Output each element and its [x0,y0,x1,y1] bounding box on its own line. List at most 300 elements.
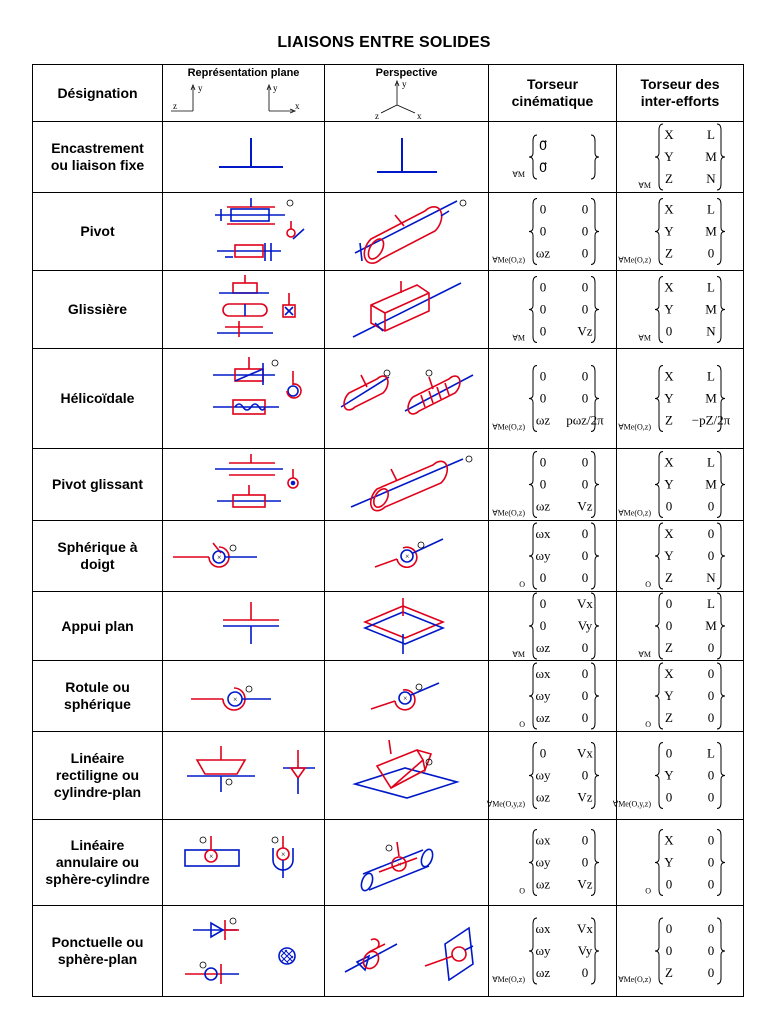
torsor-entry: 0 [581,245,589,261]
torsor-brace [655,124,663,190]
header-cinematic-l1: Torseur [526,76,579,92]
torsor-entry: Z [665,640,673,655]
kin-torsor [489,521,617,591]
kin-torsor [489,349,617,448]
torsor-entry: 0 [581,767,589,783]
torsor-entry: 0 [581,368,589,384]
torsor-brace [717,743,725,809]
plane-axis-y2-label: y [273,83,278,93]
row-name: Glissière [33,271,163,349]
kin-cell [489,820,617,906]
torsor-entry: ωz [535,965,551,980]
kin-torsor [489,661,617,731]
torsor-entry: 0 [707,943,715,958]
torsor-entry: 0 [707,548,715,563]
header-cinematic [489,65,617,122]
torsor-entry: 0 [665,943,673,958]
torsor-brace [717,199,725,265]
kin-torsor [489,193,617,270]
torsor-brace [655,663,663,729]
torsor-entry: 0 [707,965,715,980]
perspective-cell [325,271,489,349]
torsor-entry: 0 [581,454,589,470]
liaisons-table [32,64,744,997]
eff-cell [617,349,744,449]
torsor-point: ∀M [512,333,525,343]
torsor-brace [717,124,725,190]
header-perspective-label: Perspective [375,67,438,79]
torsor-entry: Z [665,965,673,980]
svg-text:×: × [209,852,214,861]
row-helicoidale [33,349,744,449]
torsor-entry: 0 [581,390,589,406]
eff-cell [617,592,744,661]
torsor-entry: Y [664,854,674,870]
torsor-brace [717,452,725,518]
plane-cell [163,592,325,661]
kin-torsor [489,592,617,660]
torsor-entry: ωz [535,710,551,725]
plane-cell [163,661,325,732]
torsor-entry: L [707,127,715,142]
torsor-entry: 0 [665,596,673,611]
header-efforts [617,65,744,122]
torsor-entry: Y [664,149,674,164]
eff-torsor [617,449,744,520]
torsor-entry: L [707,454,715,470]
torsor-point: ∀Me(O,z) [492,422,525,432]
torsor-entry: Y [664,301,674,317]
torsor-entry: 0 [581,526,589,541]
torsor-entry: Vy [577,618,593,633]
torsor-brace [655,523,663,589]
torsor-point: ∀Me(O,z) [492,975,525,984]
torsor-entry: ωz [535,498,551,514]
eff-cell [617,906,744,997]
eff-torsor [617,592,744,660]
torsor-point: O [519,886,525,896]
kin-torsor [489,449,617,520]
svg-text:×: × [217,553,222,562]
row-ponctuelle [33,906,744,997]
eff-cell [617,820,744,906]
torsor-entry: M [705,618,717,633]
torsor-point: ∀Me(O,z) [618,422,651,432]
torsor-entry: ωz [535,876,551,892]
row-name: Hélicoïdale [33,349,163,449]
perspective-cell [325,661,489,732]
eff-torsor [617,521,744,591]
plane-cell [163,732,325,820]
row-name: Rotule ou sphérique [33,661,163,732]
torsor-brace [591,663,599,729]
torsor-entry: 0 [707,789,715,805]
torsor-entry: M [705,149,717,164]
ponctuelle-plane-icon [163,906,325,996]
plane-cell [163,820,325,906]
ponctuelle-persp-icon [325,906,489,996]
plane-cell [163,906,325,997]
torsor-entry: 0 [581,854,589,870]
torsor-brace [717,523,725,589]
torsor-entry: Y [664,476,674,492]
row-name: Sphérique à doigt [33,521,163,592]
torsor-entry: 0 [707,688,715,703]
torsor-entry: M [705,476,717,492]
torsor-point: ∀M [638,333,651,343]
plane-cell [163,521,325,592]
torsor-entry: 0 [539,570,547,585]
torsor-entry: ωy [535,767,551,783]
eff-cell [617,661,744,732]
torsor-entry: Y [664,548,674,563]
svg-text:×: × [405,552,410,561]
torsor-point: ∀M [638,650,651,659]
torsor-point: ∀Me(O,z) [618,975,651,984]
plane-axis-y-label: y [198,83,203,93]
torsor-entry: 0 [539,223,547,239]
torsor-entry: L [707,745,715,761]
perspective-cell [325,820,489,906]
torsor-point: O [645,580,651,589]
perspective-cell [325,732,489,820]
torsor-brace [591,523,599,589]
appui-plan-plane-icon [163,592,325,660]
row-name: Ponctuelle ou sphère-plan [33,906,163,997]
torsor-entry: 0 [581,965,589,980]
torsor-brace [717,918,725,984]
torsor-brace [717,277,725,343]
eff-torsor [617,193,744,270]
row-name: Pivot [33,193,163,271]
kin-cell [489,521,617,592]
torsor-entry: L [707,201,715,217]
header-row [33,65,744,122]
torsor-entry: ωy [535,943,551,958]
plane-cell [163,193,325,271]
torsor-entry: 0 [707,854,715,870]
torsor-point: ∀Me(O,z) [618,255,651,265]
torsor-entry: 0 [665,323,673,339]
torsor-brace [591,199,599,265]
torsor-entry: 0 [707,526,715,541]
torsor-entry: Vx [577,921,593,936]
eff-torsor [617,820,744,905]
torsor-entry: Vz [577,498,593,514]
torsor-entry: 0 [707,245,715,261]
perspective-cell [325,349,489,449]
spherique-doigt-persp-icon [325,521,489,591]
torsor-entry: Vy [577,943,593,958]
encastrement-persp-icon [325,122,489,192]
svg-text:×: × [397,860,402,869]
torsor-brace [655,452,663,518]
encastrement-plane-icon [163,122,325,192]
torsor-entry: N [706,323,716,339]
torsor-entry: X [664,666,674,681]
torsor-entry: 0 [665,745,673,761]
plane-axis-x-label: x [295,101,300,111]
torsor-point: ∀Me(O,z) [618,508,651,518]
torsor-entry: 0 [539,301,547,317]
kin-cell [486,732,617,820]
eff-torsor [617,349,744,448]
eff-torsor [612,732,744,819]
torsor-entry: 0 [539,368,547,384]
torsor-entry: 0 [581,279,589,295]
row-appui-plan [33,592,744,661]
torsor-entry: Vz [577,789,593,805]
kin-torsor [486,732,617,819]
torsor-entry: 0 [707,498,715,514]
torsor-entry: 0 [581,688,589,703]
perspective-cell [325,521,489,592]
torsor-brace [655,366,663,432]
pivot-glissant-persp-icon [325,449,489,520]
torsor-entry: 0 [665,618,673,633]
torsor-entry: ωz [535,412,551,428]
torsor-entry: Z [665,412,673,428]
torsor-entry: 0 [539,390,547,406]
kin-torsor [489,271,617,348]
torsor-entry: Vx [577,745,593,761]
torsor-entry: M [705,390,717,406]
torsor-entry: 0 [539,454,547,470]
row-name: Linéaire annulaire ou sphère-cylindre [33,820,163,906]
eff-cell [617,271,744,349]
torsor-entry: 0 [581,570,589,585]
row-name: Appui plan [33,592,163,661]
torsor-entry: ωx [535,526,551,541]
kin-torsor [489,906,617,996]
lineaire-rectiligne-plane-icon [163,732,325,819]
torsor-brace [655,830,663,896]
torsor-entry: 0 [707,921,715,936]
torsor-point: ∀Me(O,y,z) [612,799,651,809]
torsor-entry: Vx [577,596,593,611]
header-plane [163,65,325,122]
torsor-entry: 0 [707,832,715,848]
row-glissiere [33,271,744,349]
pivot-glissant-plane-icon [163,449,325,520]
plane-cell [163,449,325,521]
torsor-entry: Vz [577,323,593,339]
torsor-entry: L [707,279,715,295]
torsor-point: O [519,720,525,729]
plane-axis-z-label: z [173,101,177,111]
kin-cell [489,122,617,193]
eff-cell [617,193,744,271]
glissiere-plane-icon [163,271,325,348]
torsor-entry: X [664,368,674,384]
row-pivot [33,193,744,271]
torsor-entry: Y [664,390,674,406]
torsor-entry: ωy [535,854,551,870]
torsor-brace [717,830,725,896]
torsor-entry: 0⃗ [538,160,548,175]
torsor-entry: ωz [535,789,551,805]
perspective-cell [325,122,489,193]
torsor-point: ∀M [638,181,651,190]
row-encastrement [33,122,744,193]
lineaire-annulaire-persp-icon [325,820,489,905]
eff-torsor [617,906,744,996]
header-efforts-l2: inter-efforts [640,93,720,109]
plane-cell [163,271,325,349]
appui-plan-persp-icon [325,592,489,660]
torsor-entry: 0 [539,476,547,492]
rotule-plane-icon [163,661,325,731]
eff-cell [617,521,744,592]
persp-axis-z-label: z [375,111,379,121]
torsor-entry: 0 [581,301,589,317]
torsor-entry: 0 [581,548,589,563]
torsor-entry: ωy [535,688,551,703]
torsor-point: ∀Me(O,z) [492,508,525,518]
torsor-entry: Z [665,710,673,725]
torsor-entry: 0 [665,921,673,936]
torsor-entry: ωz [535,245,551,261]
torsor-entry: Y [664,688,674,703]
rotule-persp-icon [325,661,489,731]
torsor-entry: 0 [539,596,547,611]
eff-torsor [617,661,744,731]
torsor-entry: −pZ/2π [691,412,731,428]
kin-cell [489,906,617,997]
kin-torsor [489,122,617,192]
svg-text:×: × [281,850,286,859]
torsor-entry: 0 [707,666,715,681]
torsor-point: O [519,580,525,589]
torsor-entry: 0 [539,201,547,217]
torsor-entry: 0⃗ [538,138,548,153]
plane-cell [163,349,325,449]
eff-cell [617,449,744,521]
torsor-entry: Z [665,171,673,186]
row-pivot-glissant [33,449,744,521]
torsor-brace [529,135,537,179]
torsor-entry: 0 [665,789,673,805]
header-plane-label: Représentation plane [187,67,300,79]
torsor-entry: 0 [539,745,547,761]
torsor-entry: 0 [581,476,589,492]
row-name: Encastrement ou liaison fixe [33,122,163,193]
torsor-entry: X [664,832,674,848]
torsor-point: ∀Me(O,y,z) [486,799,525,809]
torsor-entry: ωx [535,921,551,936]
kin-cell [489,661,617,732]
torsor-entry: 0 [581,640,589,655]
torsor-point: O [645,720,651,729]
torsor-entry: 0 [707,710,715,725]
torsor-point: ∀M [512,650,525,659]
persp-axis-y-label: y [402,79,407,89]
torsor-brace [655,918,663,984]
perspective-cell [325,449,489,521]
torsor-entry: M [705,301,717,317]
torsor-entry: L [707,596,715,611]
torsor-brace [717,663,725,729]
svg-text:×: × [403,694,408,703]
torsor-entry: pωz/2π [566,412,604,428]
torsor-entry: 0 [539,279,547,295]
torsor-entry: L [707,368,715,384]
row-name: Linéaire rectiligne ou cylindre-plan [33,732,163,820]
pivot-plane-icon [163,193,325,270]
torsor-entry: Y [664,223,674,239]
torsor-entry: ωx [535,666,551,681]
torsor-point: O [645,886,651,896]
row-name: Pivot glissant [33,449,163,521]
eff-torsor [617,271,744,348]
kin-cell [489,349,617,449]
svg-text:×: × [233,695,238,704]
eff-cell [617,122,744,193]
header-perspective [325,65,489,122]
pivot-persp-icon [325,193,489,270]
torsor-entry: 0 [581,710,589,725]
kin-torsor [489,820,617,905]
torsor-entry: ωx [535,832,551,848]
eff-cell [612,732,744,820]
torsor-entry: X [664,279,674,295]
page-title: LIAISONS ENTRE SOLIDES [277,34,491,51]
perspective-axes-icon [325,65,489,121]
torsor-entry: X [664,201,674,217]
torsor-entry: ωy [535,548,551,563]
glissiere-persp-icon [325,271,489,348]
torsor-point: ∀Me(O,z) [492,255,525,265]
perspective-cell [325,906,489,997]
plane-cell [163,122,325,193]
torsor-entry: X [664,526,674,541]
torsor-brace [529,277,537,343]
torsor-point: ∀M [512,170,525,179]
row-spherique-doigt [33,521,744,592]
torsor-entry: M [705,223,717,239]
eff-torsor [617,122,744,192]
row-lineaire-rectiligne [33,732,744,820]
torsor-brace [655,199,663,265]
torsor-entry: 0 [581,223,589,239]
row-lineaire-annulaire [33,820,744,906]
torsor-entry: Vz [577,876,593,892]
spherique-doigt-plane-icon [163,521,325,591]
helicoidale-plane-icon [163,349,325,448]
header-cinematic-l2: cinématique [511,93,594,109]
torsor-brace [717,593,725,659]
torsor-brace [591,135,599,179]
torsor-entry: N [706,171,716,186]
torsor-entry: 0 [581,666,589,681]
torsor-entry: 0 [707,876,715,892]
torsor-entry: 0 [539,618,547,633]
torsor-brace [655,743,663,809]
torsor-entry: X [664,454,674,470]
torsor-entry: 0 [665,876,673,892]
header-efforts-l1: Torseur des [640,76,720,92]
torsor-entry: 0 [707,767,715,783]
torsor-entry: ωz [535,640,551,655]
perspective-cell [325,193,489,271]
torsor-entry: 0 [581,201,589,217]
kin-cell [489,271,617,349]
header-designation: Désignation [33,65,163,122]
torsor-entry: 0 [539,323,547,339]
lineaire-annulaire-plane-icon [163,820,325,905]
torsor-entry: X [664,127,674,142]
kin-cell [489,193,617,271]
